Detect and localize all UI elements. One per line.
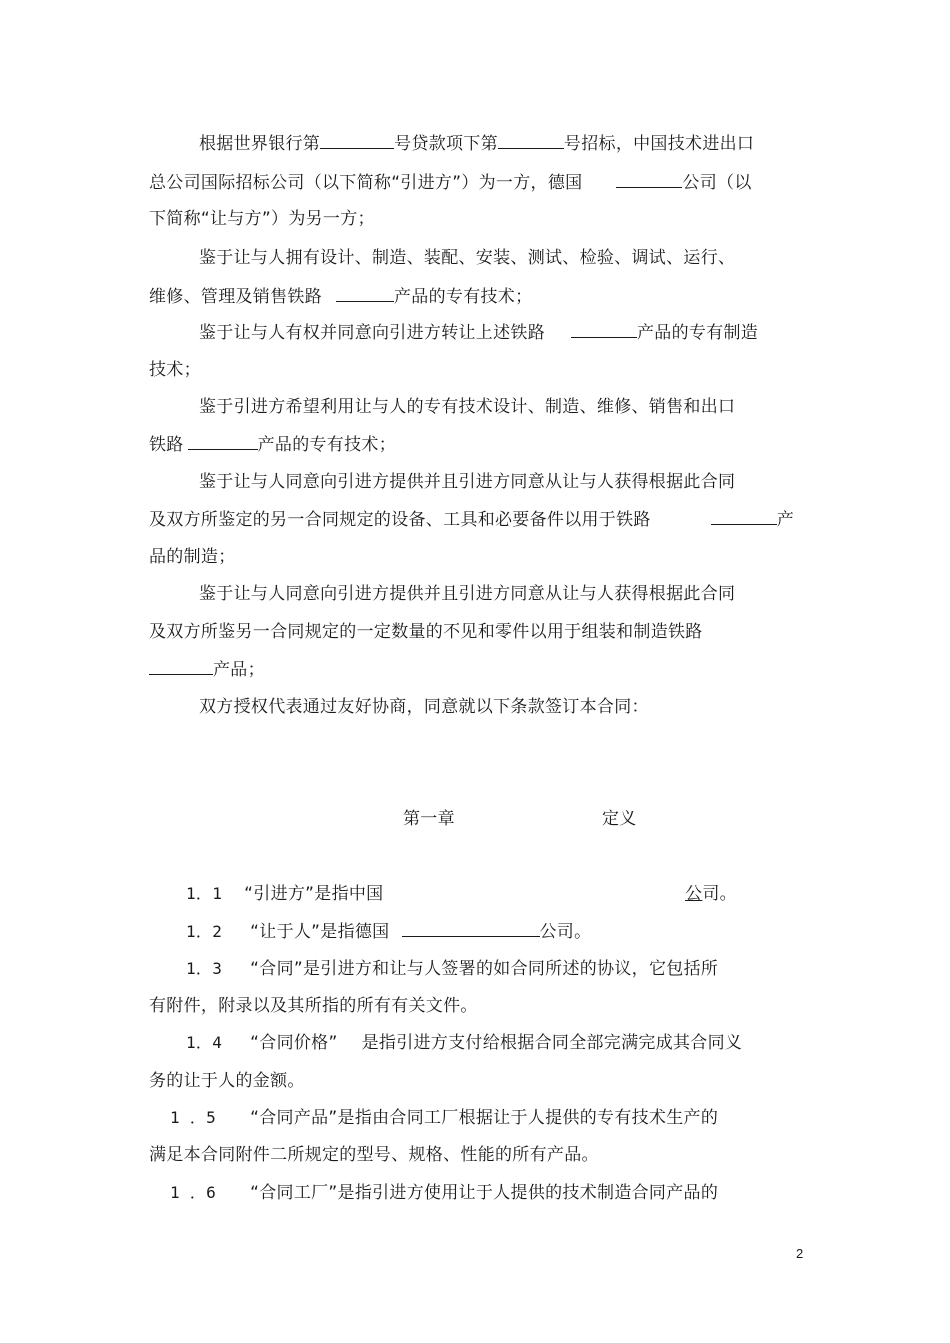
text-segment: 满足本合同附件二所规定的型号、规格、性能的所有产品。 [149, 1145, 599, 1165]
clause-1-4-cont [149, 1070, 305, 1092]
text-segment: 下简称“让与方”）为另一方； [149, 209, 375, 229]
text-segment: 双方授权代表通过友好协商，同意就以下条款签订本合同： [199, 697, 649, 717]
text-segment: “合同工厂”是指引进方使用让于人提供的技术制造合同产品的 [250, 1183, 719, 1203]
text-segment: 是指引进方支付给根据合同全部完满完成其合同义 [361, 1033, 743, 1053]
text-segment: 维修、管理及销售铁路 [149, 287, 322, 307]
text-segment: “合同”是引进方和让与人签署的如合同所述的协议，它包括所 [250, 959, 719, 979]
preamble-line-6 [199, 321, 758, 344]
clause-1-4 [186, 1032, 742, 1054]
text-segment: 铁路 [149, 435, 184, 455]
blank-field [402, 920, 540, 937]
preamble-line-1 [199, 132, 754, 155]
clause-1-2 [186, 920, 591, 943]
text-segment: 鉴于引进方希望利用让与人的专有技术设计、制造、维修、销售和出口 [199, 397, 736, 417]
preamble-line-9 [149, 433, 396, 456]
text-segment: “合同价格” [250, 1033, 338, 1053]
text-segment: 鉴于让与人同意向引进方提供并且引进方同意从让与人获得根据此合同 [199, 584, 736, 604]
preamble-line-5 [149, 285, 532, 308]
text-segment: 公 [685, 884, 703, 904]
preamble-line-4 [199, 247, 735, 269]
clause-1-5-cont [149, 1144, 599, 1166]
blank-field [336, 285, 394, 302]
text-segment: 产 [776, 510, 795, 530]
text-segment: 司。 [702, 884, 737, 904]
text-segment: 务的让于人的金额。 [149, 1071, 305, 1091]
blank-field [149, 658, 213, 675]
preamble-line-15 [149, 658, 265, 681]
clause-number: 1 ．6 [170, 1183, 217, 1202]
clause-number: 1．4 [186, 1033, 223, 1052]
text-segment: 及双方所鉴另一合同规定的一定数量的不见和零件以用于组装和制造铁路 [149, 622, 703, 642]
clause-number: 1．3 [186, 959, 223, 978]
blank-field [616, 171, 682, 188]
clause-number: 1．2 [186, 922, 223, 941]
blank-field [711, 508, 777, 525]
preamble-line-16 [199, 696, 649, 718]
preamble-line-8 [199, 396, 735, 418]
preamble-line-7 [149, 359, 201, 381]
preamble-line-2 [149, 171, 752, 194]
clause-1-3 [186, 958, 718, 980]
text-segment: “引进方”是指中国 [244, 884, 384, 904]
text-segment: 产品； [213, 660, 265, 680]
text-segment: 产品的专有技术； [394, 287, 533, 307]
chapter-title: 定义 [602, 809, 637, 829]
clause-1-1-tail [685, 883, 737, 905]
preamble-line-3 [149, 208, 375, 230]
clause-1-6 [170, 1182, 718, 1204]
text-segment: 品的制造； [149, 547, 236, 567]
text-segment: 公司（以 [682, 173, 752, 193]
clause-1-1 [186, 883, 384, 905]
text-segment: 技术； [149, 360, 201, 380]
blank-field [320, 132, 394, 149]
text-segment: 产品的专有技术； [257, 435, 397, 455]
blank-field [498, 132, 564, 149]
clause-1-5 [170, 1107, 718, 1129]
blank-field [188, 433, 258, 450]
text-segment: 鉴于让与人有权并同意向引进方转让上述铁路 [199, 323, 545, 343]
text-segment: 鉴于让与人同意向引进方提供并且引进方同意从让与人获得根据此合同 [199, 472, 736, 492]
text-segment: 产品的专有制造 [637, 323, 759, 343]
text-segment: 根据世界银行第 [199, 134, 321, 154]
text-segment: 号贷款项下第 [394, 134, 498, 154]
preamble-line-10 [199, 471, 735, 493]
preamble-line-11 [149, 508, 794, 531]
text-segment: 及双方所鉴定的另一合同规定的设备、工具和必要备件以用于铁路 [149, 510, 651, 530]
text-segment: “让于人”是指德国 [250, 922, 390, 942]
preamble-line-14 [149, 621, 703, 643]
text-segment: 有附件，附录以及其所指的所有有关文件。 [149, 996, 478, 1016]
text-segment: 总公司国际招标公司（以下简称“引进方”）为一方，德国 [149, 173, 583, 193]
chapter-number: 第一章 [403, 809, 455, 829]
text-segment: 公司。 [539, 922, 592, 942]
page-number: 2 [796, 1246, 804, 1261]
blank-field [571, 321, 637, 338]
clause-number: 1．1 [186, 884, 223, 903]
preamble-line-12 [149, 546, 236, 568]
preamble-line-13 [199, 583, 735, 605]
clause-number: 1 ．5 [170, 1108, 217, 1127]
text-segment: 鉴于让与人拥有设计、制造、装配、安装、测试、检验、调试、运行、 [199, 248, 736, 268]
clause-1-3-cont [149, 995, 478, 1017]
text-segment: 号招标，中国技术进出口 [563, 134, 755, 154]
text-segment: “合同产品”是指由合同工厂根据让于人提供的专有技术生产的 [250, 1108, 719, 1128]
